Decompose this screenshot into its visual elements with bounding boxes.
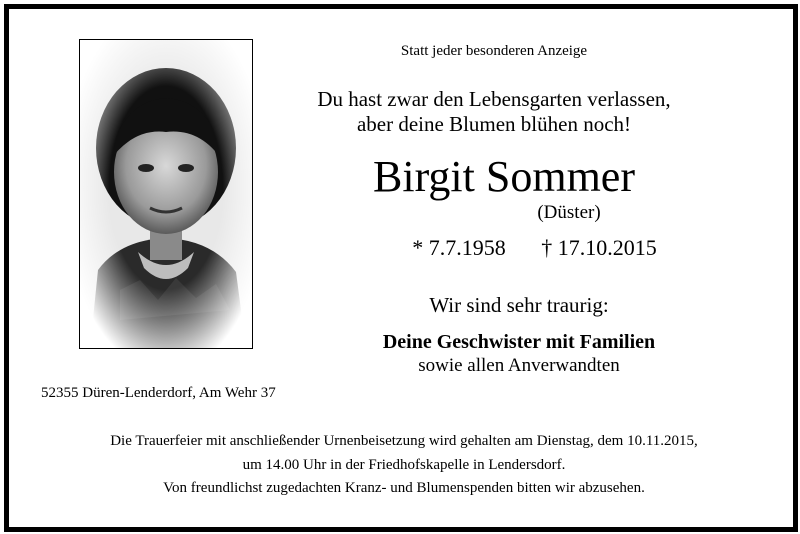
funeral-info-line-1: Die Trauerfeier mit anschließender Urnenbeisetzung wird gehalten am Dienstag, dem 10.11.2015, — [110, 433, 698, 449]
funeral-info-line-3: Von freundlichst zugedachten Kranz- und Blumenspenden bitten wir abzusehen. — [163, 480, 645, 496]
mourning-line: Wir sind sehr traurig: — [429, 293, 609, 317]
family-signature: Deine Geschwister mit Familien — [382, 331, 656, 353]
maiden-name: (Düster) — [537, 202, 601, 223]
deceased-name: Birgit Sommer — [373, 152, 635, 201]
obituary-notice — [4, 4, 798, 532]
preamble: Statt jeder besonderen Anzeige — [400, 43, 588, 59]
relatives-signature: sowie allen Anverwandten — [418, 355, 620, 376]
verse-line-2: aber deine Blumen blühen noch! — [356, 112, 632, 136]
death-date: † 17.10.2015 — [541, 235, 657, 260]
birth-date: * 7.7.1958 — [412, 235, 506, 260]
verse-line-1: Du hast zwar den Lebensgarten verlassen, — [317, 87, 671, 111]
funeral-info-line-2: um 14.00 Uhr in der Friedhofskapelle in Lendersdorf. — [242, 457, 566, 473]
address: 52355 Düren-Lenderdorf, Am Wehr 37 — [41, 385, 276, 401]
portrait-photo — [79, 39, 253, 349]
